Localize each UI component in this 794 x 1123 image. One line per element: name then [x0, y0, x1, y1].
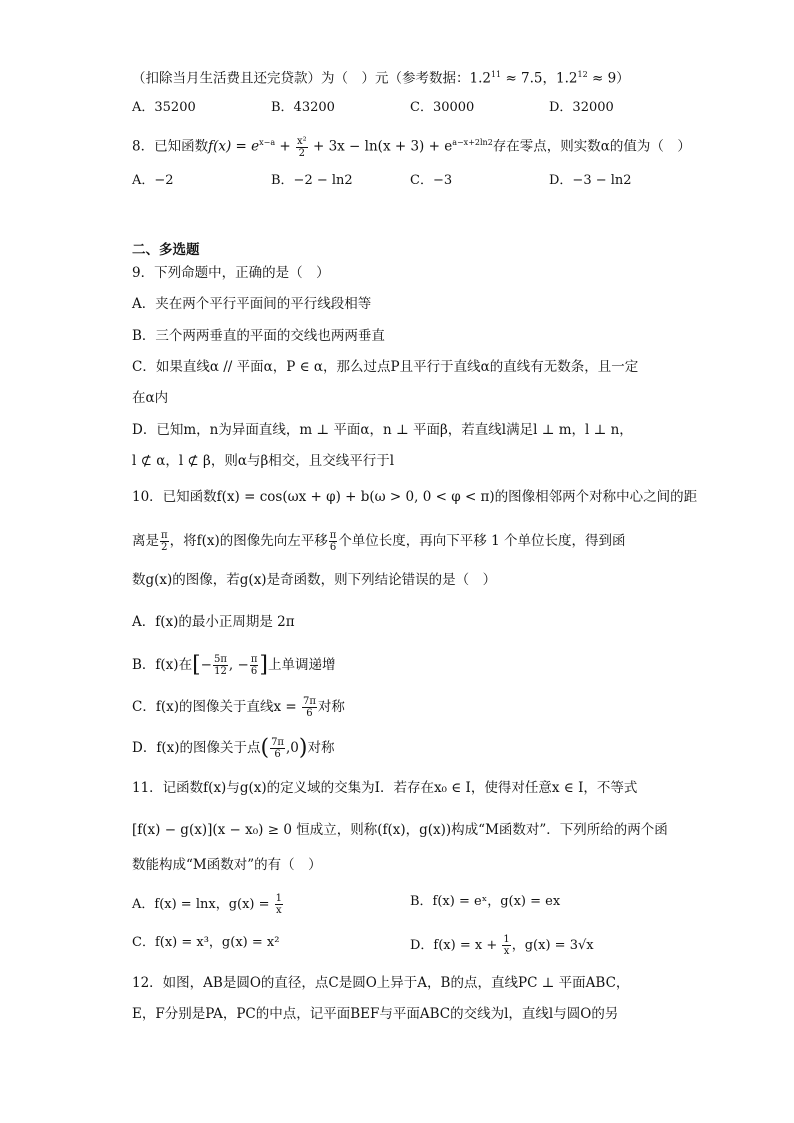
q10-stem-line3: 数g(x)的图像，若g(x)是奇函数，则下列结论错误的是（ ） — [132, 572, 497, 588]
section-heading-multiple-choice: 二、多选题 — [132, 242, 200, 258]
q8-func: f(x) = e — [208, 138, 260, 155]
q7-option-c: C．30000 — [410, 100, 475, 115]
q11-a-text: A．f(x) = lnx，g(x) = — [132, 897, 274, 912]
q9-stem: 9．下列命题中，正确的是（ ） — [132, 265, 330, 281]
q7-exp-11: 11 — [490, 70, 502, 79]
q8-frac-den: 2 — [298, 147, 306, 159]
q11-option-c: C．f(x) = x³，g(x) = x² — [132, 935, 280, 950]
frac-den: 6 — [274, 749, 281, 760]
q7-text-end: ≈ 9） — [587, 70, 630, 87]
q10-option-c — [132, 696, 345, 719]
frac-den: x — [276, 905, 282, 916]
frac — [302, 696, 317, 719]
q10-option-d: D．f(x)的图像关于点( $\frac{7\pi}{6}$ ,0)对称 — [132, 735, 335, 761]
frac — [213, 654, 228, 677]
frac-num: 1 — [503, 934, 510, 945]
q10-stem-line1: 10．已知函数f(x) = cos(ωx + φ) + b(ω > 0, 0 < φ < π)的图像相邻两个对称中心之间的距 — [132, 489, 698, 505]
q9-option-d-line1: D．已知m，n为异面直线，m ⊥ 平面α，n ⊥ 平面β，若直线l满足l ⊥ m，l ⊥ n， — [132, 422, 633, 438]
q10-b-post: 上单调递增 — [268, 657, 336, 673]
frac-den: 6 — [250, 666, 258, 677]
frac-num: π — [329, 530, 337, 541]
q8-option-b: B．−2 − ln2 — [271, 173, 353, 188]
q10-d-text: D．f(x)的图像关于点 — [132, 740, 261, 756]
q7-exp-12: 12 — [577, 70, 588, 79]
frac-den: 12 — [214, 666, 227, 677]
q9-option-c-line2: 在α内 — [132, 390, 169, 406]
q10-text: 离是 — [132, 533, 159, 549]
paren-right: ) — [298, 735, 308, 761]
q11-d-text: D．f(x) = x + — [410, 938, 502, 953]
q8-option-a: A．−2 — [132, 173, 174, 188]
frac-den: 6 — [306, 708, 313, 719]
q9-option-c-line1: C．如果直线α // 平面α，P ∈ α，那么过点P且平行于直线α的直线有无数条，且一定 — [132, 359, 639, 375]
q8-rest: + 3x − ln(x + 3) + e — [308, 138, 453, 155]
frac — [502, 934, 510, 957]
q8-frac-num: x² — [297, 135, 307, 147]
q11-option-a — [132, 893, 284, 916]
frac — [275, 893, 283, 916]
frac-num: 7π — [271, 737, 284, 748]
q10-text-c: 个单位长度，再向下平移 1 个单位长度，得到函 — [338, 533, 626, 549]
q8-plus: + — [275, 138, 296, 155]
frac-num: π — [161, 530, 168, 541]
q12-stem-line2: E，F分别是PA，PC的中点，记平面BEF与平面ABC的交线为l，直线l与圆O的另 — [132, 1006, 619, 1022]
q7-continuation — [132, 66, 630, 88]
q9-option-d-line2: l ⊄ α，l ⊄ β，则α与β相交，且交线平行于l — [132, 453, 395, 469]
q8-fraction — [296, 136, 308, 159]
frac-num: π — [250, 654, 258, 665]
frac-den: 6 — [329, 542, 337, 553]
q10-text-b: ，将f(x)的图像先向左平移 — [169, 533, 328, 549]
frac-num: 1 — [275, 893, 283, 904]
q11-stem-line3: 数能构成“M函数对”的有（ ） — [132, 857, 322, 873]
q8-prefix: 8．已知函数 — [132, 138, 209, 155]
frac — [270, 737, 285, 760]
q7-option-d: D．32000 — [549, 100, 614, 115]
q10-option-a: A．f(x)的最小正周期是 2π — [132, 614, 295, 630]
q8-stem — [132, 134, 691, 159]
q8-exp2: a−x+2ln2 — [452, 138, 493, 147]
q9-option-a: A．夹在两个平行平面间的平行线段相等 — [132, 296, 372, 312]
frac — [250, 654, 259, 677]
bracket-left: [ — [192, 652, 201, 678]
paren-left: ( — [260, 735, 270, 761]
frac-num: 7π — [302, 696, 316, 707]
q10-d-post: 对称 — [307, 740, 335, 756]
q9-option-b: B．三个两两垂直的平面的交线也两两垂直 — [132, 328, 385, 344]
q11-option-d — [410, 934, 594, 957]
bracket-right: ] — [259, 652, 268, 678]
frac-den: 2 — [161, 542, 168, 553]
q12-stem-line1: 12．如图，AB是圆O的直径，点C是圆O上异于A，B的点，直线PC ⊥ 平面ABC， — [132, 975, 630, 991]
q11-d-post: ，g(x) = 3√x — [511, 938, 594, 953]
frac-num: 5π — [213, 654, 227, 665]
q11-stem-line2: [f(x) − g(x)](x − x₀) ≥ 0 恒成立，则称(f(x)，g(x))构成“M函数对”．下列所给的两个函 — [132, 822, 668, 838]
q10-c-text: C．f(x)的图像关于直线x = — [132, 699, 301, 715]
frac-den: x — [503, 946, 510, 957]
q10-c-post: 对称 — [317, 699, 345, 715]
q10-frac-pi-2 — [160, 530, 169, 553]
q8-suffix: 存在零点，则实数α的值为（ ） — [492, 138, 691, 155]
q8-exp1: x−a — [259, 138, 276, 147]
q10-stem-line2 — [132, 530, 625, 553]
q8-option-d: D．−3 − ln2 — [549, 173, 632, 188]
q8-option-c: C．−3 — [410, 173, 453, 188]
q10-option-b: B．f(x)在[− $\frac{5\pi}{12}$ , − $\frac{\pi}{6}$ ]上单调递增 — [132, 652, 336, 678]
q7-option-a: A．35200 — [132, 100, 196, 115]
q11-stem-line1: 11．记函数f(x)与g(x)的定义域的交集为I．若存在x₀ ∈ I，使得对任意x ∈ I，不等式 — [132, 780, 638, 796]
q7-text: （扣除当月生活费且还完贷款）为（ ）元（参考数据：1.2 — [132, 70, 491, 87]
q10-frac-pi-6 — [329, 530, 338, 553]
q7-text-mid: ≈ 7.5，1.2 — [501, 70, 578, 87]
q10-b-text: B．f(x)在 — [132, 657, 193, 673]
q11-option-b: B．f(x) = eˣ，g(x) = ex — [410, 894, 561, 909]
q7-option-b: B．43200 — [271, 100, 335, 115]
